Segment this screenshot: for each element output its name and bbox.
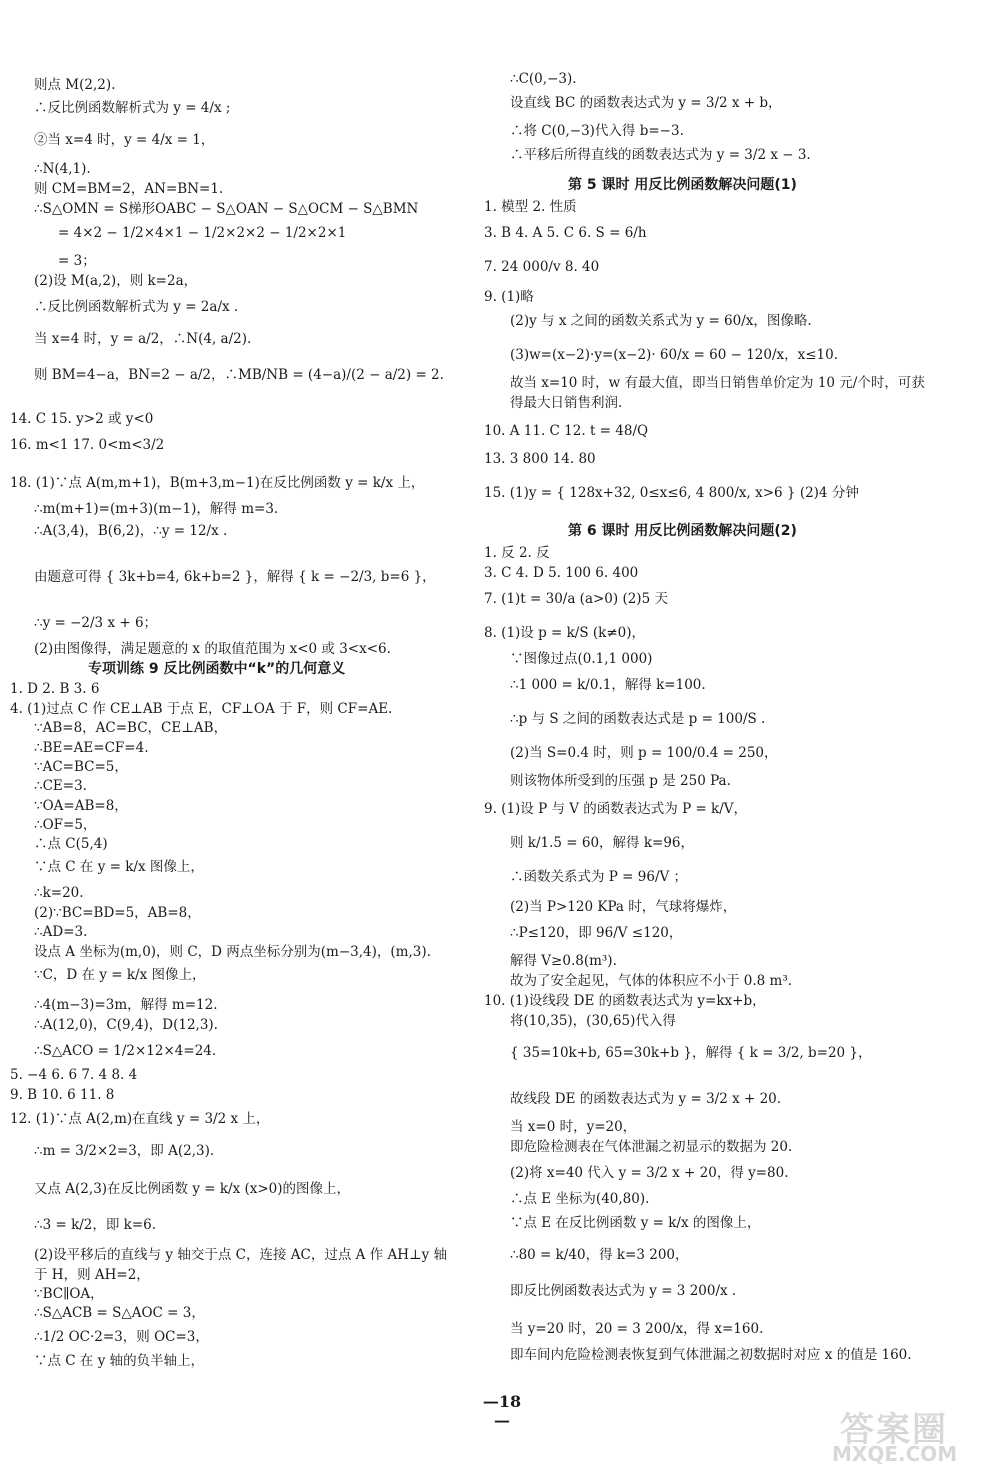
text-line: ∴P≤120，即 96/V ≤120， <box>510 925 683 941</box>
text-line: ∴1/2 OC·2=3，则 OC=3， <box>34 1329 209 1345</box>
text-line: ∴A(12,0)，C(9,4)，D(12,3). <box>34 1017 218 1033</box>
text-line: ∵AC=BC=5， <box>34 759 128 775</box>
text-line: 当 x=4 时，y = a/2，∴N(4, a/2). <box>34 331 252 347</box>
text-line: ∴m = 3/2×2=3，即 A(2,3). <box>34 1143 215 1159</box>
text-line: (2)由图像得，满足题意的 x 的取值范围为 x<0 或 3<x<6. <box>34 641 391 657</box>
text-line: ∴BE=AE=CF=4. <box>34 740 149 756</box>
text-line: 则 BM=4−a，BN=2 − a/2，∴MB/NB = (4−a)/(2 − a/2) = 2. <box>34 367 444 383</box>
text-line: 即车间内危险检测表恢复到气体泄漏之初数据时对应 x 的值是 160. <box>510 1347 912 1363</box>
text-line: 得最大日销售利润. <box>510 395 623 411</box>
text-line: ②当 x=4 时，y = 4/x = 1， <box>34 132 215 148</box>
text-line: 8. (1)设 p = k/S (k≠0)， <box>484 625 646 641</box>
text-line: 故线段 DE 的函数表达式为 y = 3/2 x + 20. <box>510 1091 782 1107</box>
text-line: 当 x=0 时，y=20， <box>510 1119 637 1135</box>
text-line: ∴平移后所得直线的函数表达式为 y = 3/2 x − 3. <box>510 147 811 163</box>
watermark-url: MXQE.COM <box>832 1442 958 1466</box>
section-heading: 第 6 课时 用反比例函数解决问题(2) <box>568 523 797 539</box>
text-line: ∴3 = k/2，即 k=6. <box>34 1217 157 1233</box>
text-line: 3. C 4. D 5. 100 6. 400 <box>484 565 639 581</box>
watermark-logo <box>826 1402 986 1468</box>
text-line: ∴OF=5， <box>34 817 97 833</box>
text-line: 16. m<1 17. 0<m<3/2 <box>10 437 165 453</box>
text-line: ∴点 C(5,4) <box>34 836 108 852</box>
text-line: 9. (1)略 <box>484 289 534 305</box>
text-line: ∴4(m−3)=3m，解得 m=12. <box>34 997 218 1013</box>
text-line: (2)y 与 x 之间的函数关系式为 y = 60/x，图像略. <box>510 313 812 329</box>
text-line: ∵AB=8，AC=BC，CE⊥AB， <box>34 720 228 736</box>
text-line: ∴反比例函数解析式为 y = 2a/x . <box>34 299 239 315</box>
text-line: 18. (1)∵点 A(m,m+1)，B(m+3,m−1)在反比例函数 y = k/x 上， <box>10 475 425 491</box>
text-line: 则该物体所受到的压强 p 是 250 Pa. <box>510 773 731 789</box>
text-line: ∵OA=AB=8， <box>34 798 128 814</box>
text-line: (2)设平移后的直线与 y 轴交于点 C，连接 AC，过点 A 作 AH⊥y 轴 <box>34 1247 448 1263</box>
text-line: ∴点 E 坐标为(40,80). <box>510 1191 650 1207</box>
page-number: —18— <box>482 1392 522 1430</box>
text-line: ∴y = −2/3 x + 6； <box>34 615 158 631</box>
text-line: ∴S△OMN = S梯形OABC − S△OAN − S△OCM − S△BMN <box>34 201 419 217</box>
text-line: 解得 V≥0.8(m³). <box>510 953 617 969</box>
text-line: ∴m(m+1)=(m+3)(m−1)，解得 m=3. <box>34 501 279 517</box>
text-line: ∵C，D 在 y = k/x 图像上， <box>34 967 206 983</box>
text-line: (2)设 M(a,2)，则 k=2a， <box>34 273 198 289</box>
text-line: 4. (1)过点 C 作 CE⊥AB 于点 E，CF⊥OA 于 F，则 CF=AE. <box>10 701 393 717</box>
text-line: ∴80 = k/40，得 k=3 200， <box>510 1247 689 1263</box>
text-line: = 3； <box>58 253 96 269</box>
text-line: ∴S△ACB = S△AOC = 3， <box>34 1305 205 1321</box>
text-line: ∴CE=3. <box>34 778 87 794</box>
text-line: 10. (1)设线段 DE 的函数表达式为 y=kx+b， <box>484 993 766 1009</box>
text-line: (2)∵BC=BD=5，AB=8， <box>34 905 201 921</box>
text-line: ∴AD=3. <box>34 924 88 940</box>
text-line: 故为了安全起见，气体的体积应不小于 0.8 m³. <box>510 973 793 989</box>
text-line: 由题意可得 { 3k+b=4, 6k+b=2 }，解得 { k = −2/3, b=6 }， <box>34 569 436 585</box>
text-line: 当 y=20 时，20 = 3 200/x，得 x=160. <box>510 1321 764 1337</box>
text-line: 7. (1)t = 30/a (a>0) (2)5 天 <box>484 591 668 607</box>
text-line: (2)当 P>120 KPa 时，气球将爆炸， <box>510 899 737 915</box>
text-line: ∴1 000 = k/0.1，解得 k=100. <box>510 677 706 693</box>
text-line: 12. (1)∵点 A(2,m)在直线 y = 3/2 x 上， <box>10 1111 270 1127</box>
text-line: ∵点 C 在 y = k/x 图像上， <box>34 859 204 875</box>
text-line: ∴S△ACO = 1/2×12×4=24. <box>34 1043 217 1059</box>
text-line: 7. 24 000/v 8. 40 <box>484 259 600 275</box>
text-line: 于 H，则 AH=2， <box>34 1267 150 1283</box>
section-heading: 第 5 课时 用反比例函数解决问题(1) <box>568 177 797 193</box>
text-line: 9. B 10. 6 11. 8 <box>10 1087 115 1103</box>
text-line: ∴k=20. <box>34 885 84 901</box>
text-line: 14. C 15. y>2 或 y<0 <box>10 411 154 427</box>
text-line: 设直线 BC 的函数表达式为 y = 3/2 x + b， <box>510 95 782 111</box>
text-line: ∴p 与 S 之间的函数表达式是 p = 100/S . <box>510 711 766 727</box>
text-line: 3. B 4. A 5. C 6. S = 6/h <box>484 225 647 241</box>
text-line: 则 CM=BM=2，AN=BN=1. <box>34 181 224 197</box>
text-line: 5. −4 6. 6 7. 4 8. 4 <box>10 1067 138 1083</box>
text-line: ∵图像过点(0.1,1 000) <box>510 651 653 667</box>
text-line: ∴A(3,4)，B(6,2)，∴y = 12/x . <box>34 523 228 539</box>
text-line: 即反比例函数表达式为 y = 3 200/x . <box>510 1283 737 1299</box>
text-line: (3)w=(x−2)·y=(x−2)· 60/x = 60 − 120/x，x≤10. <box>510 347 839 363</box>
text-line: 则点 M(2,2). <box>34 77 116 93</box>
text-line: 15. (1)y = { 128x+32, 0≤x≤6, 4 800/x, x>6 } (2)4 分钟 <box>484 485 859 501</box>
text-line: ∴C(0,−3). <box>510 71 577 87</box>
text-line: 1. D 2. B 3. 6 <box>10 681 100 697</box>
text-line: = 4×2 − 1/2×4×1 − 1/2×2×2 − 1/2×2×1 <box>58 225 347 241</box>
text-line: 则 k/1.5 = 60，解得 k=96， <box>510 835 695 851</box>
text-line: 1. 模型 2. 性质 <box>484 199 577 215</box>
text-line: 故当 x=10 时，w 有最大值，即当日销售单价定为 10 元/个时，可获 <box>510 375 925 391</box>
text-line: 又点 A(2,3)在反比例函数 y = k/x (x>0)的图像上， <box>34 1181 351 1197</box>
text-line: 13. 3 800 14. 80 <box>484 451 596 467</box>
text-line: { 35=10k+b, 65=30k+b }，解得 { k = 3/2, b=20 }， <box>510 1045 872 1061</box>
section-heading: 专项训练 9 反比例函数中“k”的几何意义 <box>88 661 346 677</box>
text-line: (2)将 x=40 代入 y = 3/2 x + 20，得 y=80. <box>510 1165 789 1181</box>
text-line: 即危险检测表在气体泄漏之初显示的数据为 20. <box>510 1139 793 1155</box>
text-line: 9. (1)设 P 与 V 的函数表达式为 P = k/V， <box>484 801 748 817</box>
text-line: 1. 反 2. 反 <box>484 545 550 561</box>
watermark-text: 答案圈 <box>840 1410 948 1450</box>
text-line: ∴将 C(0,−3)代入得 b=−3. <box>510 123 684 139</box>
text-line: ∴函数关系式为 P = 96/V ； <box>510 869 688 885</box>
text-line: 10. A 11. C 12. t = 48/Q <box>484 423 649 439</box>
text-line: 设点 A 坐标为(m,0)，则 C，D 两点坐标分别为(m−3,4)，(m,3). <box>34 944 431 960</box>
text-line: ∴N(4,1). <box>34 161 91 177</box>
text-line: ∵点 C 在 y 轴的负半轴上， <box>34 1353 205 1369</box>
text-line: 将(10,35)，(30,65)代入得 <box>510 1013 676 1029</box>
text-line: ∵点 E 在反比例函数 y = k/x 的图像上， <box>510 1215 761 1231</box>
text-line: (2)当 S=0.4 时，则 p = 100/0.4 = 250， <box>510 745 778 761</box>
text-line: ∴反比例函数解析式为 y = 4/x ; <box>34 100 231 116</box>
text-line: ∵BC∥OA， <box>34 1286 104 1302</box>
